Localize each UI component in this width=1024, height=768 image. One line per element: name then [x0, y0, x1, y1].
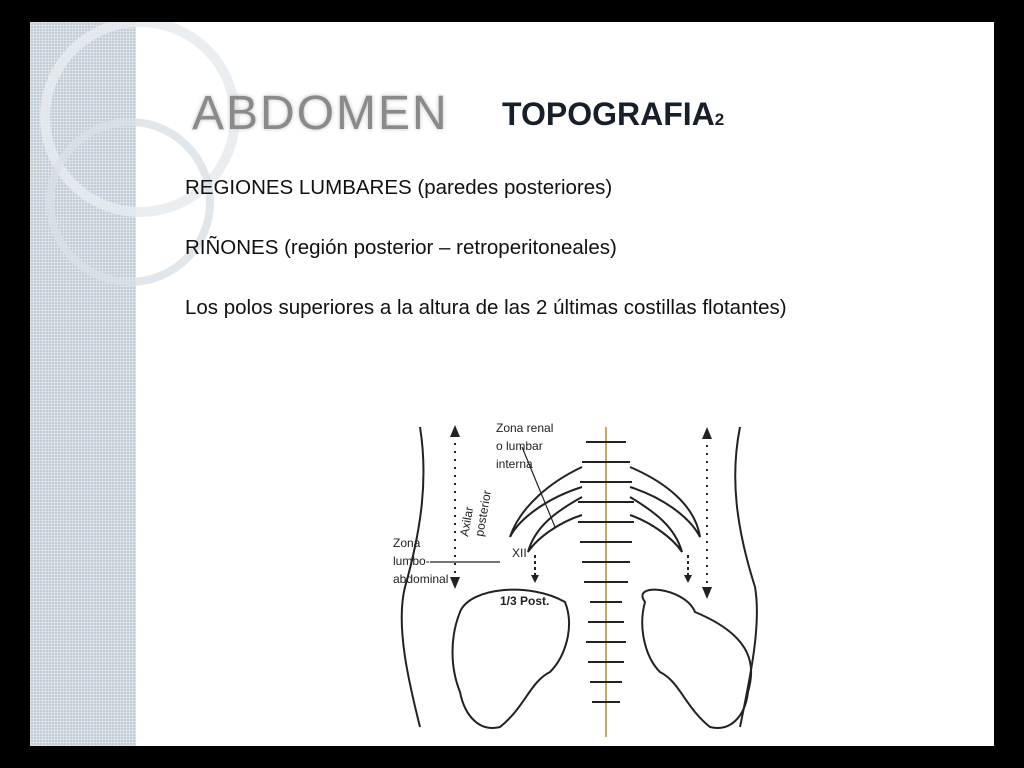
arrow-down-icon	[684, 575, 692, 583]
label-zona-lumbo-2: lumbo-	[393, 554, 430, 568]
iliac-bone-right	[642, 590, 751, 728]
label-zona-renal-3: interna	[496, 457, 533, 471]
body-line-1: REGIONES LUMBARES (paredes posteriores)	[185, 176, 613, 199]
page-title	[502, 96, 724, 133]
arrow-up-icon	[702, 427, 712, 439]
label-post: 1/3 Post.	[500, 594, 550, 608]
slide	[30, 22, 994, 746]
label-rib-xii: XII	[512, 546, 527, 560]
arrow-down-icon	[531, 575, 539, 583]
rib-left-1	[510, 467, 582, 537]
arrow-down-icon	[450, 577, 460, 589]
arrow-down-icon	[702, 587, 712, 599]
label-zona-renal-2: o lumbar	[496, 439, 543, 453]
label-zona-lumbo-1: Zona	[393, 536, 421, 550]
label-zona-lumbo-3: abdominal	[393, 572, 449, 586]
header-logo-text: ABDOMEN	[192, 87, 449, 140]
label-axilar-1: Axilar	[457, 505, 477, 538]
page-title-main: TOPOGRAFIA	[502, 96, 715, 132]
rib-right-1	[630, 467, 700, 537]
body-line-2: RIÑONES (región posterior – retroperitoneales)	[185, 236, 617, 259]
rib-right-2	[630, 497, 682, 552]
label-zona-renal-1: Zona renal	[496, 421, 554, 435]
iliac-bone-left	[453, 590, 570, 728]
body-line-3: Los polos superiores a la altura de las 2 últimas costillas flotantes)	[185, 296, 787, 319]
label-axilar-2: posterior	[472, 489, 495, 538]
body-contour-right	[735, 427, 757, 727]
rib-left-2	[528, 497, 582, 552]
arrow-up-icon	[450, 425, 460, 437]
lumbar-topography-figure	[350, 387, 770, 742]
page-title-subscript: 2	[714, 110, 725, 129]
